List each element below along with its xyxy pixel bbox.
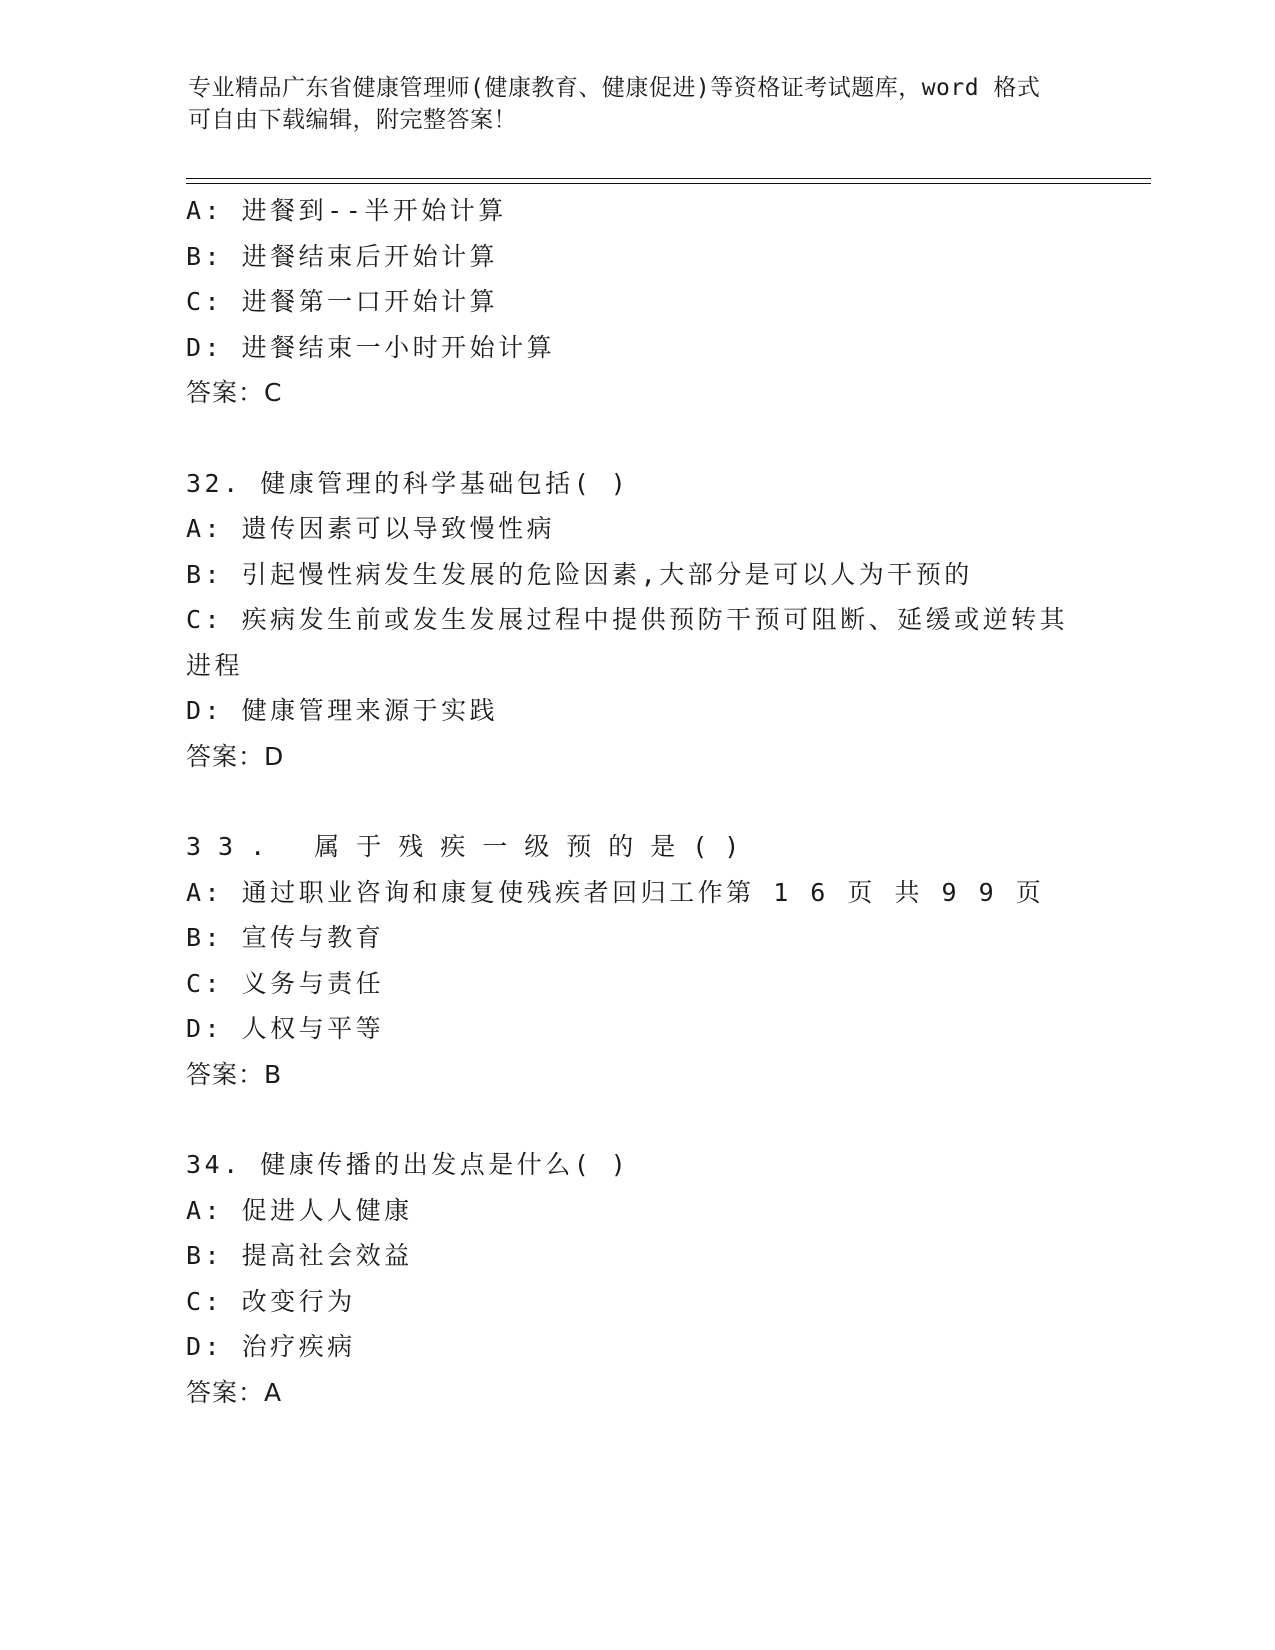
header-divider-bottom [186, 183, 1151, 184]
option-c: C: 进餐第一口开始计算 [186, 287, 499, 316]
answer-label: 答案：C [186, 378, 283, 407]
answer-label: 答案：D [186, 741, 285, 771]
option-d: D: 人权与平等 [186, 1014, 385, 1043]
header-divider-top [186, 178, 1151, 179]
question-list [186, 188, 1086, 1415]
document-header [188, 72, 1088, 136]
option-c: C: 改变行为 [186, 1286, 356, 1316]
option-b: B: 引起慢性病发生发展的危险因素,大部分是可以人为干预的 [186, 559, 973, 589]
question-spacer [186, 416, 1086, 461]
question-stem: 34. 健康传播的出发点是什么( ) [186, 1150, 630, 1179]
option-d: D: 治疗疾病 [186, 1332, 356, 1361]
option-a: A: 通过职业咨询和康复使残疾者回归工作第 1 6 页 共 9 9 页 [186, 877, 1045, 907]
option-c-continued: 进程 [186, 650, 244, 680]
option-b: B: 进餐结束后开始计算 [186, 241, 499, 271]
question-stem: 32. 健康管理的科学基础包括( ) [186, 468, 630, 498]
option-c: C: 义务与责任 [186, 968, 385, 998]
question-spacer [186, 1097, 1086, 1142]
option-d: D: 进餐结束一小时开始计算 [186, 332, 556, 362]
question-34 [186, 1142, 1086, 1415]
question-spacer [186, 779, 1086, 824]
question-stem: 33. 属于残疾一级预的是() [186, 832, 757, 861]
option-a: A: 进餐到--半开始计算 [186, 196, 507, 225]
option-b: B: 宣传与教育 [186, 923, 385, 952]
option-a: A: 促进人人健康 [186, 1195, 413, 1225]
option-a: A: 遗传因素可以导致慢性病 [186, 514, 556, 543]
option-b: B: 提高社会效益 [186, 1241, 413, 1270]
answer-label: 答案：B [186, 1059, 283, 1089]
answer-label: 答案：A [186, 1377, 283, 1407]
question-32 [186, 461, 1086, 780]
header-line-1: 专业精品广东省健康管理师(健康教育、健康促进)等资格证考试题库，word 格式 [188, 75, 1041, 101]
option-c: C: 疾病发生前或发生发展过程中提供预防干预可阻断、延缓或逆转其 [186, 605, 1069, 634]
option-d: D: 健康管理来源于实践 [186, 696, 499, 725]
question-31 [186, 188, 1086, 416]
header-line-2: 可自由下载编辑，附完整答案！ [188, 107, 517, 133]
question-33 [186, 824, 1086, 1097]
